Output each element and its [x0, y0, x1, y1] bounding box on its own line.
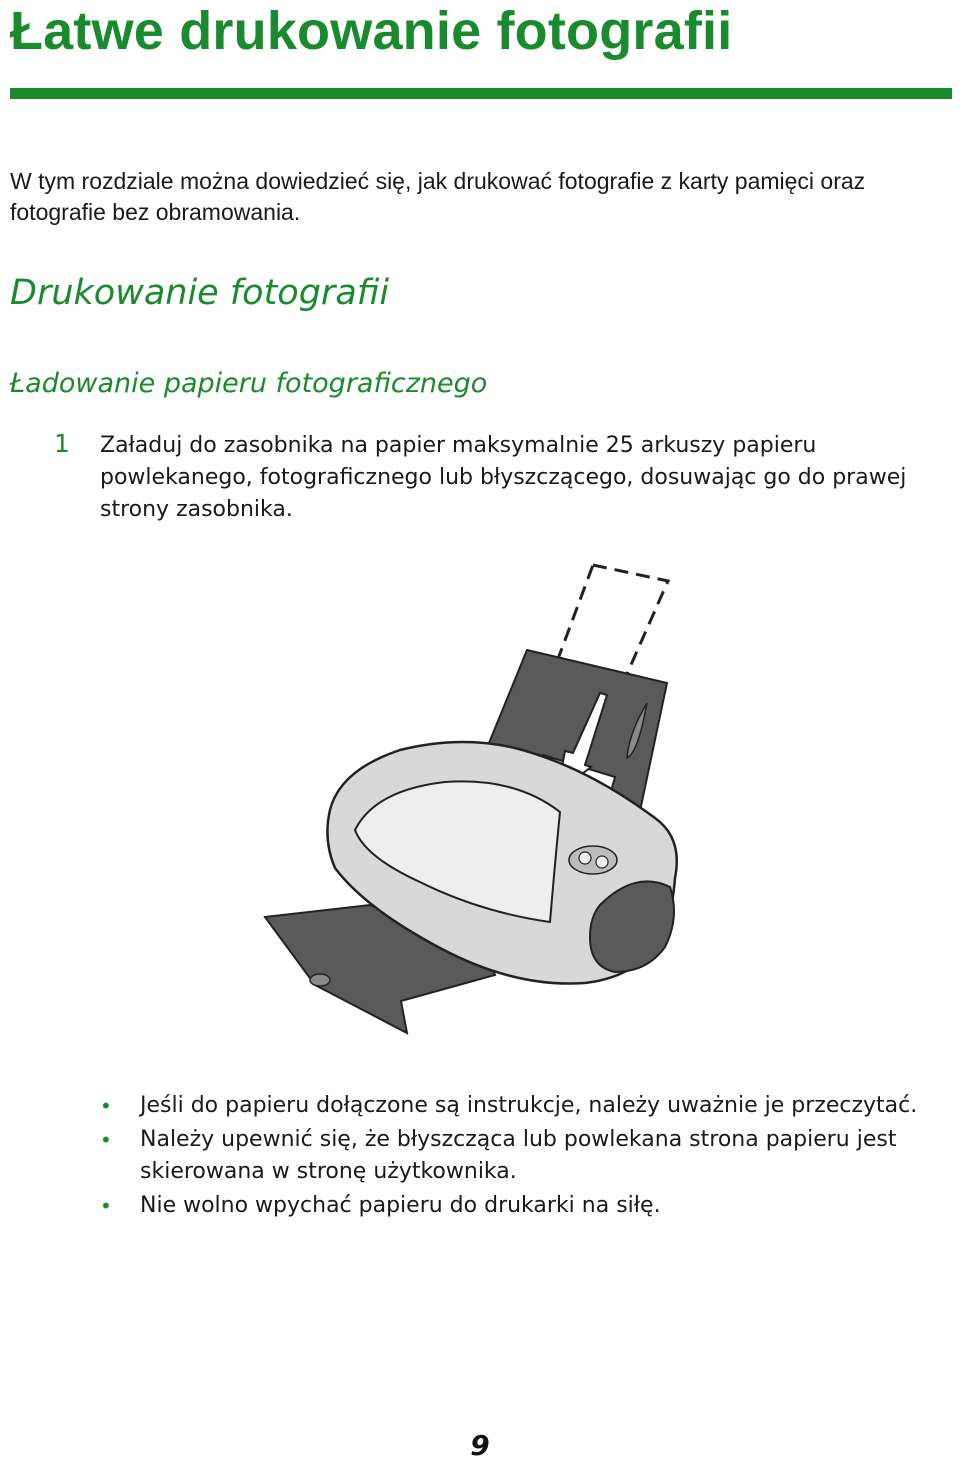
step-text: Załaduj do zasobnika na papier maksymalnie 25 arkuszy papieru powlekanego, fotograficznego lub błyszczącego, dosuwając go do prawej strony zasobnika.	[100, 433, 907, 522]
list-item	[0, 1124, 950, 1188]
power-button	[579, 852, 591, 864]
note-text: Nie wolno wpychać papieru do drukarki na siłę.	[140, 1193, 661, 1218]
step-number: 1	[54, 429, 70, 458]
bullet-icon: •	[100, 1194, 112, 1218]
control-button-panel	[569, 846, 617, 874]
list-item	[0, 1090, 950, 1122]
list-item	[0, 1190, 950, 1222]
notes-list	[0, 1090, 960, 1224]
bullet-icon: •	[100, 1128, 112, 1152]
note-text: Jeśli do papieru dołączone są instrukcje, należy uważnie je przeczytać.	[140, 1093, 918, 1118]
chapter-title: Łatwe drukowanie fotografii	[10, 1, 733, 61]
resume-button	[596, 856, 608, 868]
subsection-title: Ładowanie papieru fotograficznego	[10, 368, 488, 399]
title-rule	[10, 88, 952, 99]
chapter-intro: W tym rozdziale można dowiedzieć się, jak drukować fotografie z karty pamięci oraz fotografie bez obramowania.	[10, 168, 866, 225]
bullet-icon: •	[100, 1094, 112, 1118]
page-number: 9	[470, 1429, 490, 1462]
printer-loading-photo-paper-icon	[255, 555, 695, 1045]
section-title: Drukowanie fotografii	[10, 273, 390, 313]
tray-hole	[310, 974, 330, 986]
note-text: Należy upewnić się, że błyszcząca lub powlekana strona papieru jest skierowana w stronę użytkownika.	[140, 1127, 897, 1184]
